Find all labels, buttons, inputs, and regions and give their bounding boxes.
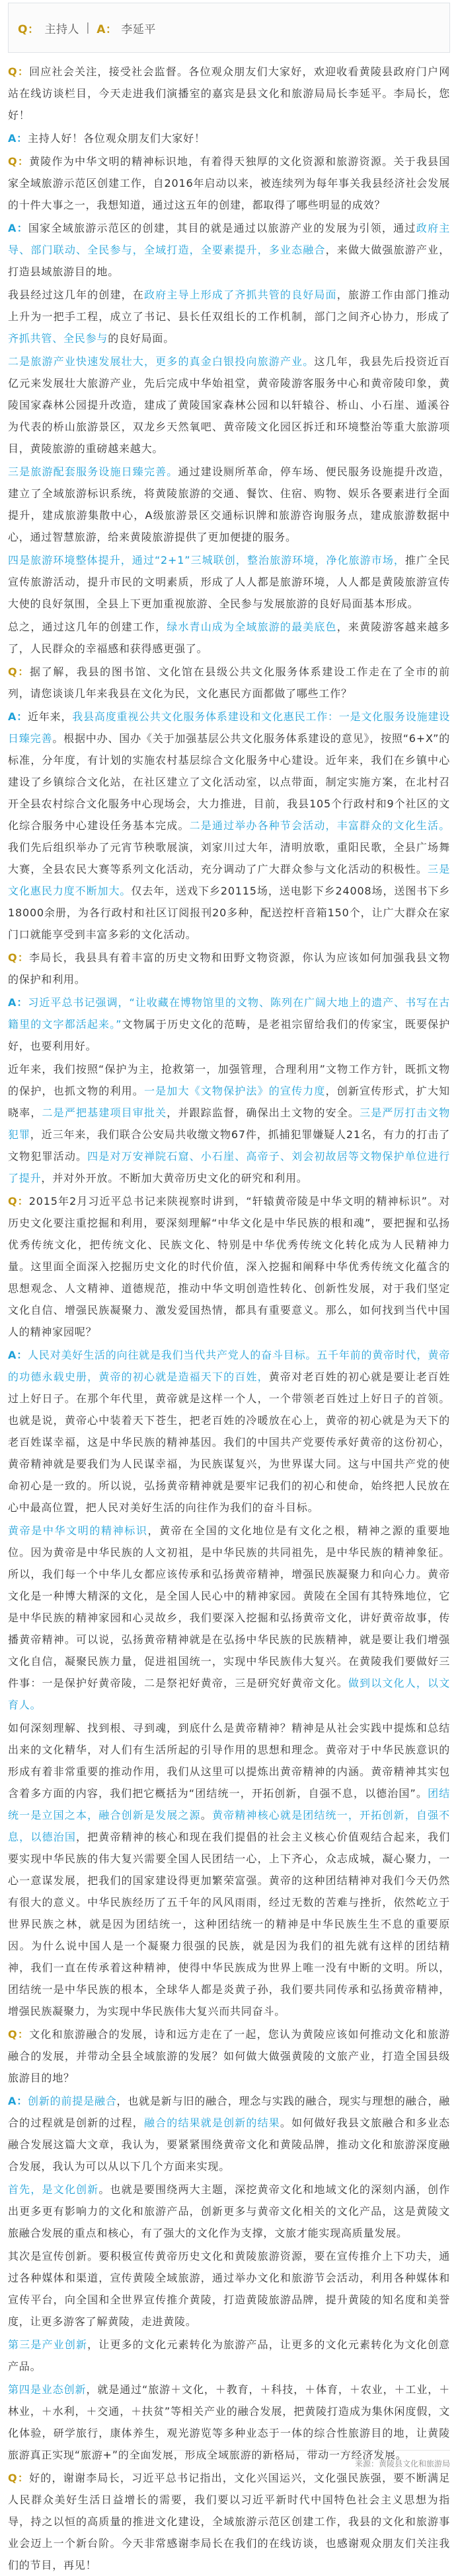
transcript-paragraph bbox=[8, 1344, 450, 1518]
interview-page bbox=[0, 3, 458, 2571]
question-label: Q： bbox=[8, 1195, 29, 1207]
question-label: Q： bbox=[8, 65, 30, 78]
body-text: 李局长，我县具有着丰富的历史文物和田野文物资源，你认为应该如何加强我县文物的保护和利用。 bbox=[8, 951, 450, 986]
body-text: ，创新宣传形式，扩大知晓率， bbox=[8, 1085, 450, 1119]
body-text: 黄帝对老百姓的初心就是要让老百姓过上好日子。在那个年代里，黄帝就是这样一个人，一个带领老百姓过上好日子的首领。也就是说，黄帝心中装着天下苍生，把老百姓的冷暖放在心上，黄帝的初心就是为天下的老百姓谋幸福，这是中华民族的精神基因。我们的中国共产党要传承好黄帝的这份初心，黄帝精神就是要我们为人民谋幸福，为民族谋复兴，为世界谋大同。这与中国共产党的使命初心是一致的。所以说，弘扬黄帝精神就是要牢记我们的初心和使命，始终把人民放在心中最高位置，把人民对美好生活的向往作为我们的奋斗目标。 bbox=[8, 1371, 450, 1514]
transcript-paragraph bbox=[8, 2090, 450, 2177]
body-text: 文化和旅游融合的发展，诗和远方走在了一起，您认为黄陵应该如何推动文化和旅游融合的发展，并带动全县全域旅游的发展？如何做大做强黄陵的文旅产业，打造全国县级旅游目的地？ bbox=[8, 2028, 450, 2084]
body-text: 我们先后组织举办了元宵节秧歌展演，刘家川过大年，清明放歌，重阳民歌，全县广场舞大赛，全县农民大赛等系列文化活动，充分调动了广大群众参与文化活动的积极性。 bbox=[8, 841, 450, 875]
body-text: ，把黄帝精神的核心和现在我们提倡的社会主义核心价值观结合起来，我们要实现中华民族的伟大复兴需要全国人民团结一心，上下齐心，众志成城，凝心聚力，一心一意谋发展，把我们的国家建设得更加繁荣富强。黄帝的这种团结精神对我们今天仍然有很大的意义。中华民族经历了五千年的风风雨雨，经过无数的苦难与挫折，依然屹立于世界民族之林，就是因为团结统一，这种团结统一的精神是中华民族生生不息的重要原因。为什么说中国人是一个凝聚力很强的民族，就是因为我们的祖先就有这样的团结精神，我们一直在传承着这种精神，使得中华民族成为世界上唯一没有中断的文明。所以，团结统一是中华民族的根本，全球华人都是炎黄子孙，我们要共同传承和弘扬黄帝精神，增强民族凝聚力，为实现中华民族伟大复兴而共同奋斗。 bbox=[8, 1831, 450, 2017]
guest-name: 李延平 bbox=[121, 22, 156, 36]
highlighted-text: 二是严把基建项目审批关 bbox=[42, 1106, 167, 1119]
transcript-paragraph bbox=[8, 706, 450, 945]
highlighted-text: 习近平总书记强调，“让收藏在博物馆里的文物、陈列在广阔大地上的遗产、书写在古籍里的文字都活起来。” bbox=[8, 996, 450, 1031]
transcript-paragraph bbox=[8, 992, 450, 1057]
transcript-paragraph bbox=[8, 151, 450, 216]
transcript-paragraph bbox=[8, 2245, 450, 2332]
body-text: 推广全民宣传旅游活动，提升市民的文明素质，形成了人人都是旅游环境，人人都是黄陵旅游宣传大使的良好氛围，全县上下更加重视旅游、全民参与发展旅游的良好局面基本形成。 bbox=[8, 554, 450, 610]
highlighted-text: 融合的结果就是创新的结果 bbox=[143, 2117, 280, 2129]
question-label: Q： bbox=[8, 2472, 30, 2484]
body-text: 近年来， bbox=[28, 710, 73, 723]
body-text: 。根据中办、国办《关于加强基层公共文化服务体系建设的意见》，按照“6+X”的标准，分年度，有计划的实施农村基层综合文化服务中心建设。近年来，我们在乡镇中心建设了乡镇综合文化站，在社区建立了文化活动室，以点带面，制定实施方案，在北村召开全县农村综合文化服务中心现场会，大力推进，目前，我县105个行政村和9个社区的文化综合服务中心建设任务基本完成。 bbox=[8, 732, 450, 832]
body-text: 通过建设厕所革命，停车场、便民服务设施提升改造，建立了全域旅游标识系统，将黄陵旅游的交通、餐饮、住宿、购物、娱乐各要素进行全面提升，建成旅游集散中心，A级旅游景区交通标识牌和旅游咨询服务点，建成旅游数据中心，通过智慧旅游，给来黄陵旅游提供了更加便捷的服务。 bbox=[8, 465, 450, 543]
question-label: Q： bbox=[8, 951, 30, 964]
body-text: 文物属于历史文化的范畴，是老祖宗留给我们的传家宝，既要保护好，也要利用好。 bbox=[8, 1018, 451, 1052]
transcript-paragraph bbox=[8, 61, 450, 126]
transcript-paragraph bbox=[8, 2334, 450, 2377]
body-text: 回应社会关注，接受社会监督。各位观众朋友们大家好，欢迎收看黄陵县政府门户网站在线访谈栏目，今天走进我们演播室的嘉宾是县文化和旅游局局长李延平。李局长，您好！ bbox=[8, 65, 450, 121]
answer-label: A： bbox=[8, 2095, 28, 2107]
highlighted-text: 四是旅游环境整体提升，通过“2+1”三城联创，整治旅游环境，净化旅游市场， bbox=[8, 554, 405, 566]
body-text: 。如何做好我县文旅融合和多业态融合发展这篇大文章，我认为，要紧紧围绕黄帝文化和黄陵品牌，推动文化和旅游深度融合发展，我认为可以从以下几个方面来实现。 bbox=[8, 2117, 450, 2173]
highlighted-text: 黄帝是中华文明的精神标识 bbox=[8, 1524, 148, 1537]
highlighted-text: 齐抓共管、全民参与 bbox=[8, 332, 108, 345]
body-text: 据了解，我县的图书馆、文化馆在县级公共文化服务体系建设工作走在了全市的前列，请您谈谈几年来我县在文化为民，文化惠民方面都做了哪些工作？ bbox=[8, 665, 451, 700]
highlighted-text: 三是旅游配套服务设施日臻完善。 bbox=[8, 465, 178, 478]
body-text: ，也就是新与旧的融合，理念与实践的融合，现实与理想的融合，融合的过程就是创新的过程， bbox=[8, 2095, 450, 2129]
body-text: 其次是宣传创新。要积极宣传黄帝历史文化和黄陵旅游资源，要在宣传推介上下功夫，通过各种媒体和渠道，宣传黄陵全域旅游，通过举办文化和旅游节会活动，利用各种媒体和宣传平台，向全国和全世界宣传推介黄陵，打造黄陵旅游品牌，提升黄陵的知名度和美誉度，让更多游客了解黄陵，走进黄陵。 bbox=[8, 2250, 450, 2328]
answer-label: A： bbox=[8, 132, 28, 145]
body-text: 好的，谢谢李局长，习近平总书记指出，文化兴国运兴，文化强民族强，要不断满足人民群众美好生活日益增长的需要，我们要以习近平新时代中国特色社会主义思想为指导，持之以恒的高质量的推进文化建设，全域旅游示范区创建工作，我县的文化和旅游事业会迈上一个新台阶。今天非常感谢李局长在我们的在线访谈，也感谢观众朋友们关注我们的节目，再见！ bbox=[8, 2472, 450, 2571]
body-text: 的良好局面。 bbox=[108, 332, 175, 345]
transcript-paragraph bbox=[8, 284, 450, 349]
question-label: Q： bbox=[8, 155, 30, 168]
highlighted-text: 绿水青山成为全域旅游的最美底色 bbox=[167, 621, 337, 633]
answer-label: A： bbox=[8, 710, 28, 723]
body-text: 总之，通过这几年的创建工作， bbox=[8, 621, 167, 633]
answer-label: A： bbox=[8, 222, 28, 234]
highlighted-text: 人民对美好生活的向往就是我们当代共产党人的奋斗目标。五千年前的黄帝时代，黄帝的功德永载史册，黄帝的初心就是造福天下的百姓， bbox=[8, 1349, 450, 1383]
transcript-paragraph bbox=[8, 616, 450, 660]
transcript-paragraph bbox=[8, 549, 450, 615]
highlighted-text: 第三是产业创新 bbox=[8, 2338, 88, 2351]
highlighted-text: 四是对万安禅院石窟、小石崖、高帝子、刘会初故居等文物保护单位进行了提升 bbox=[8, 1150, 450, 1184]
body-text: 2015年2月习近平总书记来陕视察时讲到，“轩辕黄帝陵是中华文明的精神标识”。对历史文化要注重挖掘和利用，要深刻理解“中华文化是中华民族的根和魂”，要把握和弘扬优秀传统文化，把传统文化、民族文化、特别是中华优秀传统文化转化成为人民精神力量。这里面全面深入挖掘历史文化的时代价值，深入挖掘和阐释中华优秀传统文化蕴含的思想观念、人文精神、道德规范，推动中华文明创造性转化、创新性发展，对于我们坚定文化自信、增强民族凝聚力、激发爱国热情，都具有重要意义。那么，如何找到当代中国人的精神家园呢？ bbox=[8, 1195, 450, 1338]
highlighted-text: 第四是业态创新 bbox=[8, 2383, 87, 2396]
highlighted-text: 二是通过举办各种节会活动，丰富群众的文化生活。 bbox=[189, 819, 450, 832]
transcript-paragraph bbox=[8, 947, 450, 990]
body-text: ，黄帝在全国的文化地位是有文化之根，精神之源的重要地位。因为黄帝是中华民族的人文初祖，是中华民族的共同祖先，是中华民族的精神象征。所以，我们每一个中华儿女都应该传承和弘扬黄帝精神，增强民族凝聚力和向心力。黄帝文化是一种博大精深的文化，是全国人民心中的精神家园。黄陵在全国有其特殊地位，它是中华民族的精神家园和心灵故乡，我们要深入挖掘和弘扬黄帝文化，讲好黄帝故事，传播黄帝精神。可以说，弘扬黄帝精神就是在弘扬中华民族的民族精神，就是要让我们增强文化自信，凝聚民族力量，促进祖国统一，实现中华民族伟大复兴。在黄陵我们要做好三件事：一是保护好黄帝陵，二是祭祀好黄帝，三是研究好黄帝文化。 bbox=[8, 1524, 450, 1689]
highlighted-text: 政府主导、部门联动、全民参与，全域打造，全要素提升，多业态融合 bbox=[8, 222, 451, 256]
body-text: ，来做大做强旅游产业，打造县域旅游目的地。 bbox=[8, 244, 450, 278]
transcript-paragraph bbox=[8, 1717, 450, 2022]
body-text: 。 bbox=[200, 1809, 212, 1821]
transcript-paragraph bbox=[8, 1190, 450, 1343]
answer-label: A： bbox=[8, 996, 28, 1009]
body-text: ，就是通过“旅游＋文化，＋教育，＋科技，＋体育，＋农业，＋工业，＋林业，＋水利，＋交通，＋扶贫”等相关产业的融合发展，把黄陵打造成为集休闲度假，文化体验，研学旅行，康体养生，观光游览等多种业态于一体的综合性旅游目的地，让黄陵旅游真正实现“旅游+”的全面发展，形成全域旅游的新格局，带动一方经济发展。 bbox=[8, 2383, 450, 2461]
highlighted-text: 三是严厉打击文物犯罪 bbox=[8, 1106, 450, 1141]
transcript-paragraph bbox=[8, 2179, 450, 2244]
body-text: ，让更多的文化元素转化为旅游产品，让更多的文化元素转化为文化创意产品。 bbox=[8, 2338, 450, 2373]
body-text: ，来黄陵游客越来越多了，人民群众的幸福感和获得感更强了。 bbox=[8, 621, 450, 655]
transcript-paragraph bbox=[8, 1520, 450, 1716]
highlighted-text: 做到以文化人，以文育人。 bbox=[8, 1677, 450, 1711]
transcript-paragraph bbox=[8, 2023, 450, 2089]
question-label: Q： bbox=[8, 665, 30, 678]
host-name: 主持人 bbox=[44, 22, 79, 36]
header-separator: | bbox=[85, 21, 91, 34]
body-text: ，并跟踪监督，确保出土文物的安全。 bbox=[167, 1106, 360, 1119]
highlighted-text: 创新的前提是融合 bbox=[28, 2095, 117, 2107]
transcript-paragraph bbox=[8, 461, 450, 548]
transcript-paragraph bbox=[8, 2467, 450, 2576]
highlighted-text: 首先，是文化创新 bbox=[8, 2183, 99, 2196]
guest-label: A： bbox=[96, 22, 118, 36]
highlighted-text: 二是旅游产业快速发展壮大，更多的真金白银投向旅游产业。 bbox=[8, 355, 315, 368]
body-text: ，并对外开放。不断加大黄帝历史文化的研究和利用。 bbox=[41, 1172, 308, 1184]
body-text: 近年来，我们按照“保护为主，抢救第一，加强管理，合理利用”文物工作方针，既抓文物的保护，也抓文物的利用。 bbox=[8, 1063, 450, 1097]
transcript-paragraph bbox=[8, 661, 450, 704]
answer-label: A： bbox=[8, 1349, 28, 1361]
body-text: 主持人好！各位观众朋友们大家好！ bbox=[27, 132, 206, 145]
highlighted-text: 一是加大《文物保护法》的宣传力度 bbox=[143, 1085, 326, 1097]
interview-transcript bbox=[8, 61, 450, 2576]
highlighted-text: 团结统一是立国之本，融合创新是发展之源 bbox=[8, 1787, 450, 1821]
body-text: ，近三年来，我们联合公安局共收缴文物67件，抓捕犯罪嫌疑人21名，有力的打击了文物犯罪活动。 bbox=[8, 1128, 451, 1163]
transcript-paragraph bbox=[8, 351, 450, 459]
highlighted-text: 我县高度重视公共文化服务体系建设和文化惠民工作：一是文化服务设施建设日臻完善 bbox=[8, 710, 450, 745]
highlighted-text: 政府主导上形成了齐抓共管的良好局面 bbox=[143, 288, 337, 301]
body-text: 黄陵作为中华文明的精神标识地，有着得天独厚的文化资源和旅游资源。关于我县国家全域旅游示范区创建工作，自2016年启动以来，被连续列为每年事关我县经济社会发展的十件大事之一，我想知道，通过这五年的创建，都取得了哪些明显的成效？ bbox=[8, 155, 450, 211]
body-text: 这几年，我县先后投资近百亿元来发展壮大旅游产业，先后完成中华始祖堂，黄帝陵游客服务中心和黄帝陵印象，黄陵国家森林公园提升改造，建成了黄陵国家森林公园和以轩辕谷、桥山、小石崖、遁溪谷为代表的桥山旅游景区，双龙乡天然氧吧、黄帝陵文化园区拆迁和环境整治等重大旅游项目，黄陵旅游的重磅越来越大。 bbox=[8, 355, 450, 455]
source-footer bbox=[8, 2450, 450, 2477]
body-text: 我县经过这几年的创建，在 bbox=[8, 288, 144, 301]
body-text: 国家全域旅游示范区的创建，其目的就是通过以旅游产业的发展为引领，通过 bbox=[28, 222, 416, 234]
transcript-paragraph bbox=[8, 217, 450, 283]
body-text: 如何深刻理解、找到根、寻到魂，到底什么是黄帝精神？精神是从社会实践中提炼和总结出来的文化精华，对人们有生活所起的引导作用的思想和理念。黄帝对于中华民族意识的形成有着非常重要的推动作用，我们从这里可以提炼出黄帝精神的内涵。黄帝精神其实包含着多方面的内容，我们把它概括为“团结统一，开拓创新，自强不息，以德治国”。 bbox=[8, 1722, 450, 1800]
host-label: Q： bbox=[18, 22, 40, 36]
body-text: 。也就是要围绕两大主题，深挖黄帝文化和地域文化的深刻内涵，创作出更多更有影响力的文化和旅游产品，创新更多与黄帝文化相关的文化产品，这是黄陵文旅融合发展的重点和核心，有了强大的文化作为支撑，文旅才能实现高质量发展。 bbox=[8, 2183, 450, 2239]
source-credit: 来源：黄陵县文化和旅游局 bbox=[354, 2459, 450, 2468]
body-text: 仅去年，送戏下乡20115场，送电影下乡24008场，送图书下乡18000余册，为各行政村和社区订阅报刊20多种，配送控杆音箱150个，让广大群众在家门口就能享受到丰富多彩的文化活动。 bbox=[8, 885, 450, 941]
transcript-paragraph bbox=[8, 127, 450, 149]
interview-header bbox=[8, 3, 450, 53]
question-label: Q： bbox=[8, 2028, 30, 2041]
body-text: ，旅游工作由部门推动上升为一把手工程，成立了书记、县长任双组长的工作机制，部门之间齐心协力，形成了 bbox=[8, 288, 450, 323]
highlighted-text: 三是文化惠民力度不断加大。 bbox=[8, 863, 450, 897]
transcript-paragraph bbox=[8, 1058, 450, 1189]
highlighted-text: 黄帝精神核心就是团结统一，开拓创新，自强不息，以德治国 bbox=[8, 1809, 450, 1843]
